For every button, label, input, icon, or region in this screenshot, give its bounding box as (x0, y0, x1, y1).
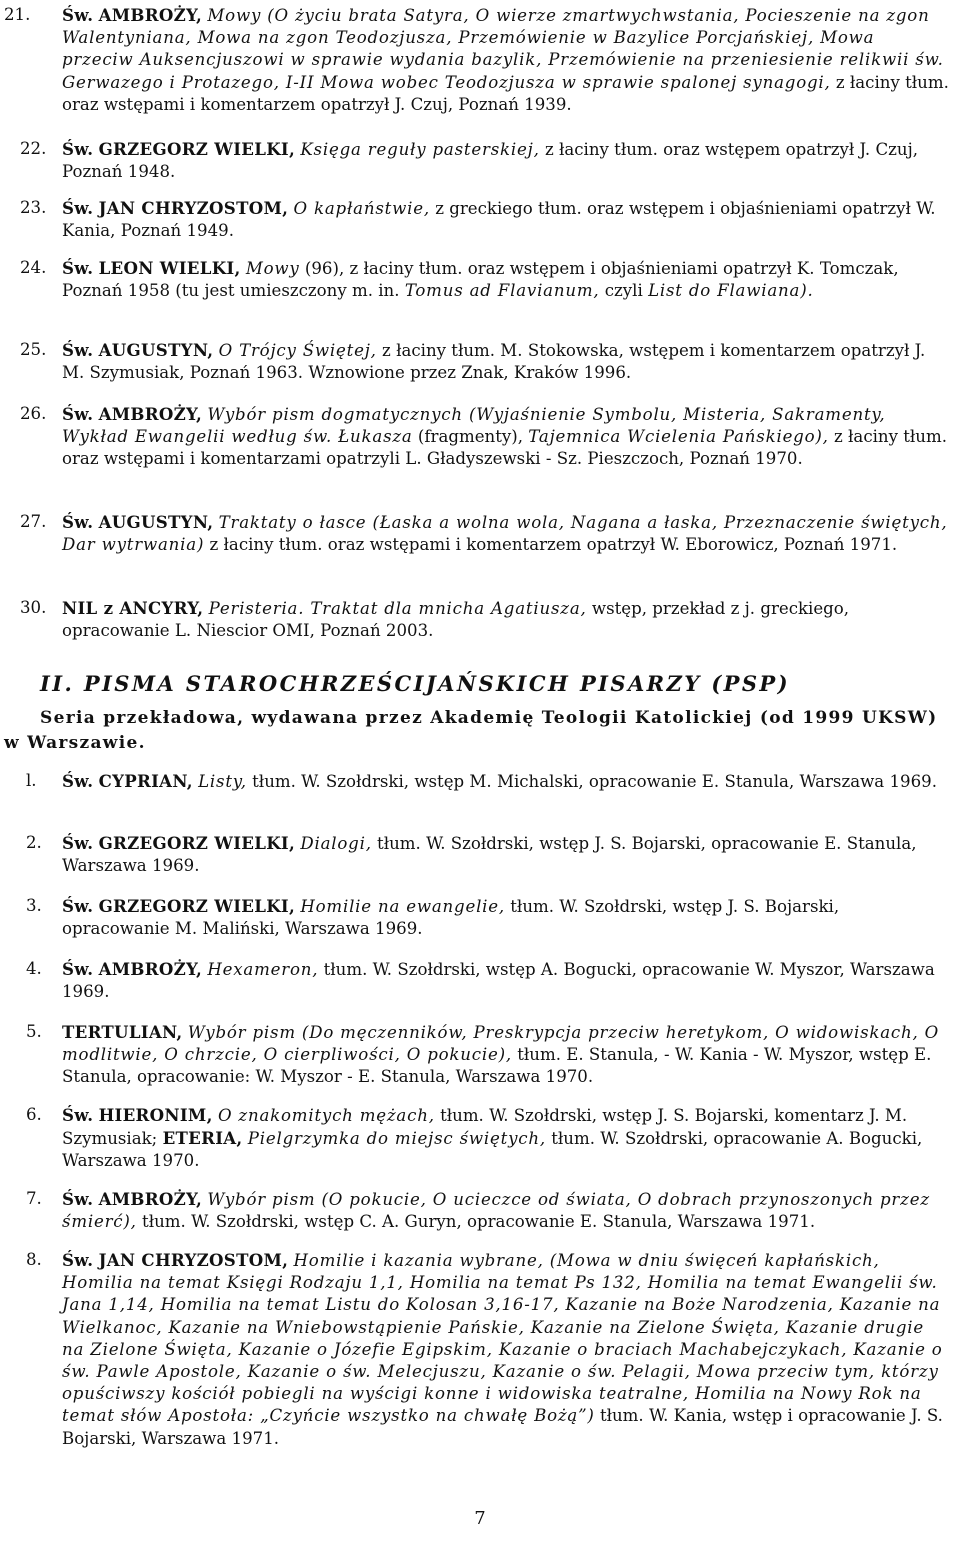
entry-details: z łaciny tłum. oraz wstępami i komentarzem opatrzył J. Czuj, Poznań 1939. (62, 72, 949, 114)
entry-saint: Św. (62, 833, 94, 853)
entry-details: tłum. E. Stanula, - W. Kania - W. Myszor, wstęp E. Stanula, opracowanie: W. Myszor - E. Stanula, Warszawa 1970. (62, 1045, 932, 1087)
bibliography-entry-27 (20, 511, 950, 556)
entry-number: 21. (4, 5, 31, 24)
entry-saint: Św. (62, 1189, 94, 1209)
entry-saint: Św. (62, 1105, 94, 1125)
page-number: 7 (474, 1508, 486, 1529)
entry-number: 6. (26, 1105, 42, 1124)
entry-author: TERTULIAN, (62, 1022, 183, 1042)
entry-author: CYPRIAN, (98, 771, 193, 791)
entry-details: tłum. W. Szołdrski, wstęp A. Bogucki, opracowanie W. Myszor, Warszawa 1969. (62, 960, 935, 1002)
entry-details: tłum. W. Szołdrski, wstęp M. Michalski, opracowanie E. Stanula, Warszawa 1969. (252, 772, 937, 791)
entry-details: z łaciny tłum. M. Stokowska, wstępem i komentarzem opatrzył J. M. Szymusiak, Poznań 1963. Wznowione przez Znak, Kraków 1996. (62, 341, 926, 383)
entry-details: (96), z łaciny tłum. oraz wstępem i objaśnieniami opatrzył K. Tomczak, Poznań 1958 (tu jest umieszczony m. in. (62, 259, 899, 301)
entry-saint: Św. (62, 1250, 94, 1270)
bibliography-entry-b8 (26, 1249, 950, 1450)
entry-saint: Św. (62, 258, 94, 278)
entry-saint: Św. (62, 896, 94, 916)
entry-title: Księga reguły pasterskiej, (300, 140, 540, 159)
entry-author: AUGUSTYN, (98, 340, 214, 360)
entry-title: Peristeria. Traktat dla mnicha Agatiusza, (208, 599, 587, 618)
bibliography-entry-26 (20, 403, 950, 471)
entry-author-secondary: ETERIA, (162, 1128, 243, 1149)
entry-title-secondary: Pielgrzymka do miejsc świętych, (247, 1129, 546, 1149)
entry-author: JAN CHRYZOSTOM, (98, 198, 289, 218)
entry-title-tertiary: List do Flawiana). (648, 281, 814, 301)
bibliography-entry-b3 (26, 895, 950, 940)
entry-number: 27. (20, 512, 47, 531)
entry-number: 5. (26, 1022, 42, 1041)
entry-details: tłum. W. Szołdrski, wstęp J. S. Bojarski, opracowanie M. Maliński, Warszawa 1969. (62, 897, 840, 939)
entry-details-secondary: z łaciny tłum. oraz wstępami i komentarzami opatrzyli L. Gładyszewski - Sz. Pieszczoch, Poznań 1970. (62, 427, 948, 469)
entry-title: Homilie i kazania wybrane, (Mowa w dniu święceń kapłańskich, Homilia na temat Księgi Rodzaju 1,1, Homilia na temat Ps 132, Homilia na temat Ewangelii św. Jana 1,14, Homilia na temat Listu do Kolosan 3,16-17, Kazanie na Boże Narodzenia, Kazanie na Wielkanoc, Kazanie na Wniebowstąpienie Pańskie, Kazanie na Zielone Święta, Kazanie drugie na Zielone Święta, Kazanie o Józefie Egipskim, Kazanie o braciach Machabejczykach, Kazanie o św. Pawle Apostole, Kazanie o św. Melecjuszu, Kazanie o św. Pelagii, Mowa przeciw tym, którzy opuściwszy kościół pobiegli na wyścigi konne i widowiska teatralne, Homilia na Nowy Rok na temat słów Apostoła: „Czyńcie wszystko na chwałę Bożą”) (62, 1251, 943, 1426)
entry-details: tłum. W. Kania, wstęp i opracowanie J. S. Bojarski, Warszawa 1971. (62, 1406, 943, 1448)
entry-number: 8. (26, 1250, 42, 1269)
entry-author: AMBROŻY, (98, 1189, 203, 1209)
entry-saint: Św. (62, 5, 94, 25)
entry-number: 3. (26, 896, 42, 915)
entry-details: (fragmenty), (417, 427, 524, 447)
entry-saint: Św. (62, 198, 94, 218)
entry-author: AMBROŻY, (98, 5, 203, 25)
entry-author: HIERONIM, (98, 1105, 213, 1125)
entry-title-secondary: Tomus ad Flavianum, (404, 281, 600, 301)
entry-details-secondary: czyli (604, 281, 643, 301)
entry-author: LEON WIELKI, (98, 258, 241, 278)
entry-author: AMBROŻY, (98, 959, 203, 979)
entry-author: JAN CHRYZOSTOM, (98, 1250, 289, 1270)
entry-number: 24. (20, 258, 47, 277)
entry-number: 4. (26, 959, 42, 978)
bibliography-entry-21 (4, 4, 950, 116)
entry-number: 22. (20, 139, 47, 158)
entry-number: 2. (26, 833, 42, 852)
entry-details: z łaciny tłum. oraz wstępem opatrzył J. Czuj, Poznań 1948. (62, 140, 919, 182)
entry-title: Listy, (198, 772, 247, 791)
section-subheading: Seria przekładowa, wydawana przez Akademię Teologii Katolickiej (od 1999 UKSW) w Warszawie. (4, 708, 938, 753)
entry-saint: Św. (62, 139, 94, 159)
entry-number: l. (26, 771, 37, 790)
bibliography-entry-23 (20, 197, 950, 242)
entry-title: Wybór pism (O pokucie, O ucieczce od świata, O dobrach przynoszonych przez śmierć), (62, 1190, 930, 1232)
entry-title: Wybór pism (Do męczenników, Preskrypcja przeciw heretykom, O widowiskach, O modlitwie, O chrzcie, O cierpliwości, O pokucie), (62, 1023, 940, 1065)
entry-author: GRZEGORZ WIELKI, (98, 833, 296, 853)
entry-title: O znakomitych mężach, (217, 1106, 435, 1125)
entry-number: 25. (20, 340, 47, 359)
bibliography-entry-b1 (26, 770, 950, 793)
bibliography-entry-b5 (26, 1021, 950, 1089)
entry-title: O Trójcy Świętej, (218, 341, 377, 360)
bibliography-entry-b4 (26, 958, 950, 1003)
entry-title: Wybór pism dogmatycznych (Wyjaśnienie Symbolu, Misteria, Sakramenty, Wykład Ewangelii według św. Łukasza (62, 405, 886, 447)
bibliography-entry-b7 (26, 1188, 950, 1233)
entry-number: 26. (20, 404, 47, 423)
entry-number: 7. (26, 1189, 42, 1208)
section-heading: II. PISMA STAROCHRZEŚCIJAŃSKICH PISARZY (PSP) (40, 671, 790, 696)
entry-details: tłum. W. Szołdrski, wstęp J. S. Bojarski, opracowanie E. Stanula, Warszawa 1969. (62, 834, 917, 876)
bibliography-entry-25 (20, 339, 950, 384)
entry-details: z greckiego tłum. oraz wstępem i objaśnieniami opatrzył W. Kania, Poznań 1949. (62, 199, 936, 241)
entry-title: Traktaty o łasce (Łaska a wolna wola, Nagana a łaska, Przeznaczenie świętych, Dar wytrwania) (62, 513, 948, 555)
entry-saint: Św. (62, 404, 94, 424)
entry-author: AUGUSTYN, (98, 512, 214, 532)
entry-number: 23. (20, 198, 47, 217)
entry-title: O kapłaństwie, (293, 199, 430, 218)
entry-author: NIL z ANCYRY, (62, 598, 204, 618)
bibliography-entry-22 (20, 138, 950, 183)
entry-author: AMBROŻY, (98, 404, 203, 424)
bibliography-entry-30 (20, 597, 950, 642)
entry-details: wstęp, przekład z j. greckiego, opracowanie L. Niescior OMI, Poznań 2003. (62, 599, 850, 641)
entry-saint: Św. (62, 340, 94, 360)
entry-saint: Św. (62, 771, 94, 791)
bibliography-entry-b2 (26, 832, 950, 877)
entry-details: tłum. W. Szołdrski, wstęp J. S. Bojarski, komentarz J. M. Szymusiak; (62, 1106, 908, 1149)
entry-title: Mowy (O życiu brata Satyra, O wierze zmartwychwstania, Pocieszenie na zgon Walentyniana, Mowa na zgon Teodozjusza, Przemówienie w Bazylice Porcjańskiej, Mowa przeciw Auksencjuszowi w sprawie wydania bazylik, Przemówienie na przeniesienie relikwii św. Gerwazego i Protazego, I-II Mowa wobec Teodozjusza w sprawie spalonej synagogi, (62, 6, 944, 92)
entry-saint: Św. (62, 959, 94, 979)
entry-title: Homilie na ewangelie, (300, 897, 505, 916)
entry-details: z łaciny tłum. oraz wstępami i komentarzem opatrzył W. Eborowicz, Poznań 1971. (209, 535, 898, 555)
entry-details-secondary: tłum. W. Szołdrski, opracowanie A. Bogucki, Warszawa 1970. (62, 1129, 923, 1171)
bibliography-entry-24 (20, 257, 950, 302)
entry-title: Mowy (245, 259, 300, 278)
entry-details: tłum. W. Szołdrski, wstęp C. A. Guryn, opracowanie E. Stanula, Warszawa 1971. (142, 1212, 816, 1232)
entry-number: 30. (20, 598, 47, 617)
entry-saint: Św. (62, 512, 94, 532)
entry-author: GRZEGORZ WIELKI, (98, 139, 296, 159)
entry-title: Hexameron, (207, 960, 319, 979)
bibliography-entry-b6 (26, 1104, 950, 1173)
entry-title: Dialogi, (300, 834, 372, 853)
entry-title-secondary: Tajemnica Wcielenia Pańskiego), (528, 427, 829, 447)
entry-author: GRZEGORZ WIELKI, (98, 896, 296, 916)
